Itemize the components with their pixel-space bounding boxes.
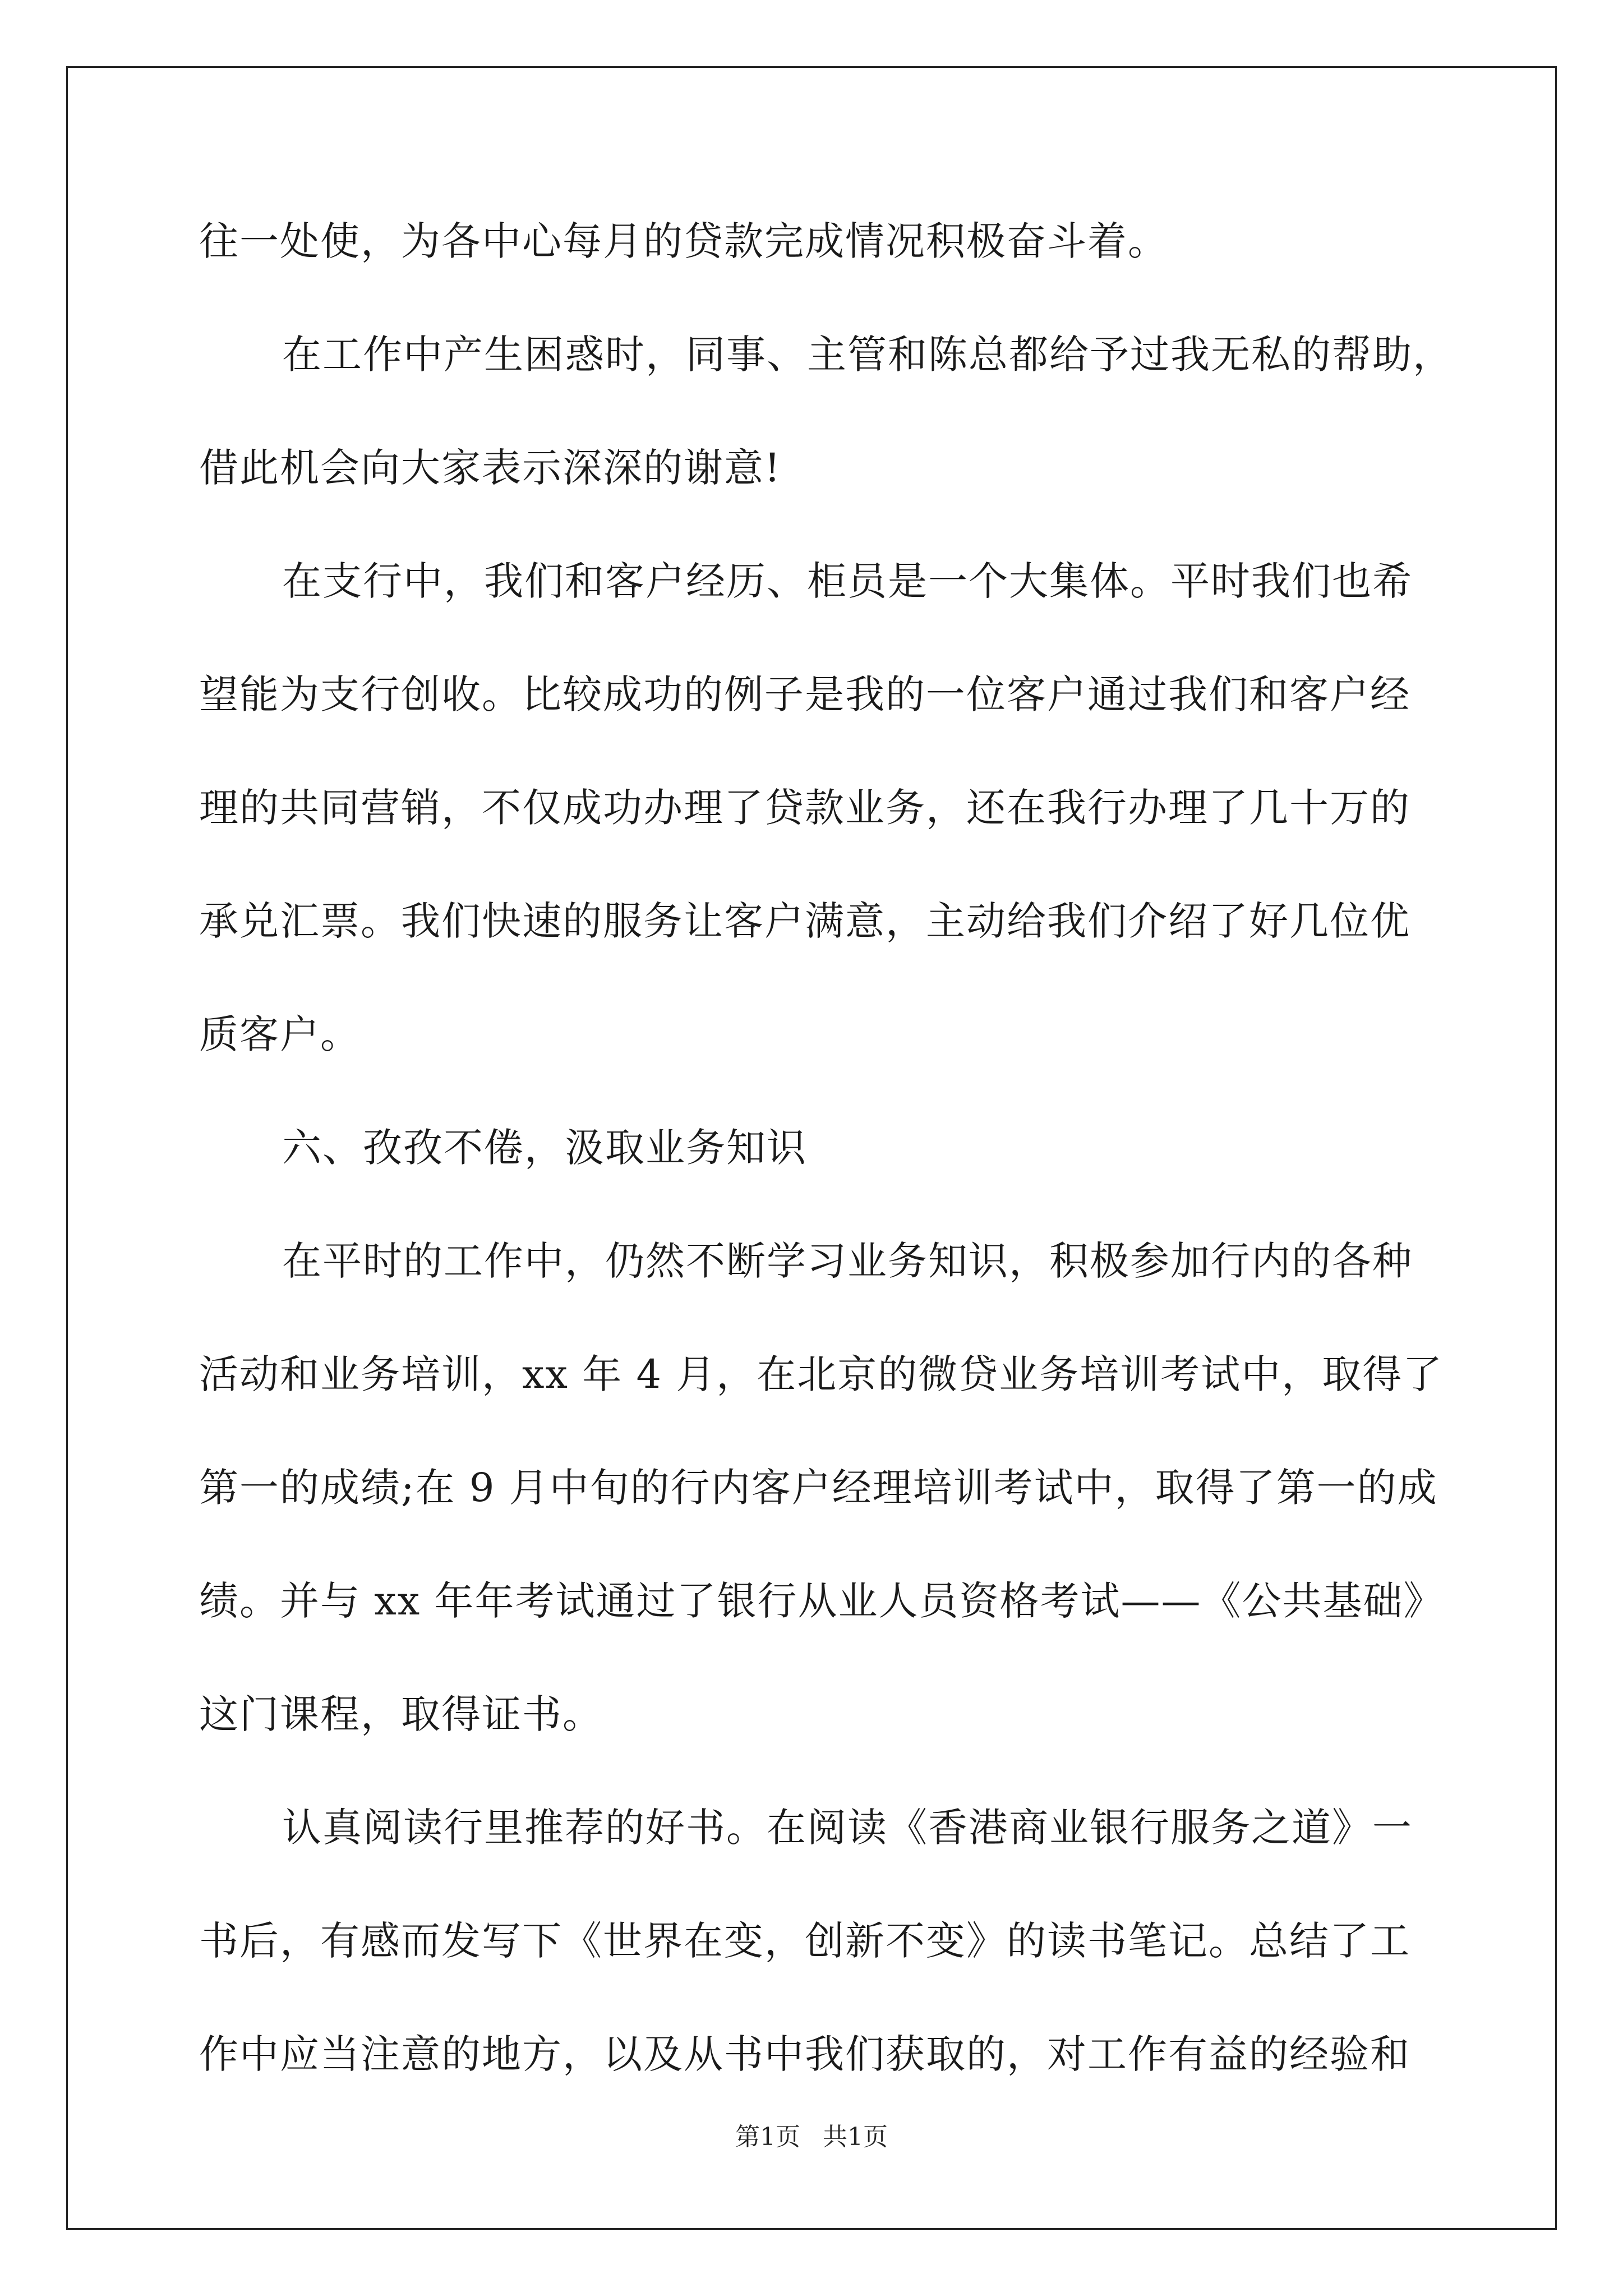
text-line: 这门课程，取得证书。: [199, 1691, 603, 1737]
page-footer: [0, 2120, 1623, 2154]
text-line: 认真阅读行里推荐的好书。在阅读《香港商业银行服务之道》一: [282, 1805, 1413, 1851]
page-total: 共1页: [823, 2123, 888, 2151]
text-line: 往一处使，为各中心每月的贷款完成情况积极奋斗着。: [199, 218, 1168, 264]
text-line: 绩。并与 xx 年年考试通过了银行从业人员资格考试——《公共基础》: [199, 1578, 1444, 1624]
text-line: 活动和业务培训，xx 年 4 月，在北京的微贷业务培训考试中，取得了: [199, 1351, 1444, 1397]
text-line: 借此机会向大家表示深深的谢意!: [199, 445, 782, 491]
text-line: 承兑汇票。我们快速的服务让客户满意，主动给我们介绍了好几位优: [199, 898, 1410, 944]
text-line: 作中应当注意的地方，以及从书中我们获取的，对工作有益的经验和: [199, 2031, 1410, 2077]
text-line: 望能为支行创收。比较成功的例子是我的一位客户通过我们和客户经: [199, 671, 1410, 717]
text-line: 书后，有感而发写下《世界在变，创新不变》的读书笔记。总结了工: [199, 1918, 1410, 1964]
text-line: 质客户。: [199, 1011, 361, 1057]
text-line: 在支行中，我们和客户经历、柜员是一个大集体。平时我们也希: [282, 558, 1413, 604]
text-line: 六、孜孜不倦，汲取业务知识: [282, 1125, 807, 1171]
text-line: 理的共同营销，不仅成功办理了贷款业务，还在我行办理了几十万的: [199, 785, 1410, 831]
text-line: 在工作中产生困惑时，同事、主管和陈总都给予过我无私的帮助，: [282, 332, 1453, 378]
text-line: 在平时的工作中，仍然不断学习业务知识，积极参加行内的各种: [282, 1238, 1413, 1284]
document-body: [199, 208, 1467, 2134]
page-number: 第1页: [735, 2123, 800, 2151]
text-line: 第一的成绩;在 9 月中旬的行内客户经理培训考试中，取得了第一的成: [199, 1465, 1438, 1511]
